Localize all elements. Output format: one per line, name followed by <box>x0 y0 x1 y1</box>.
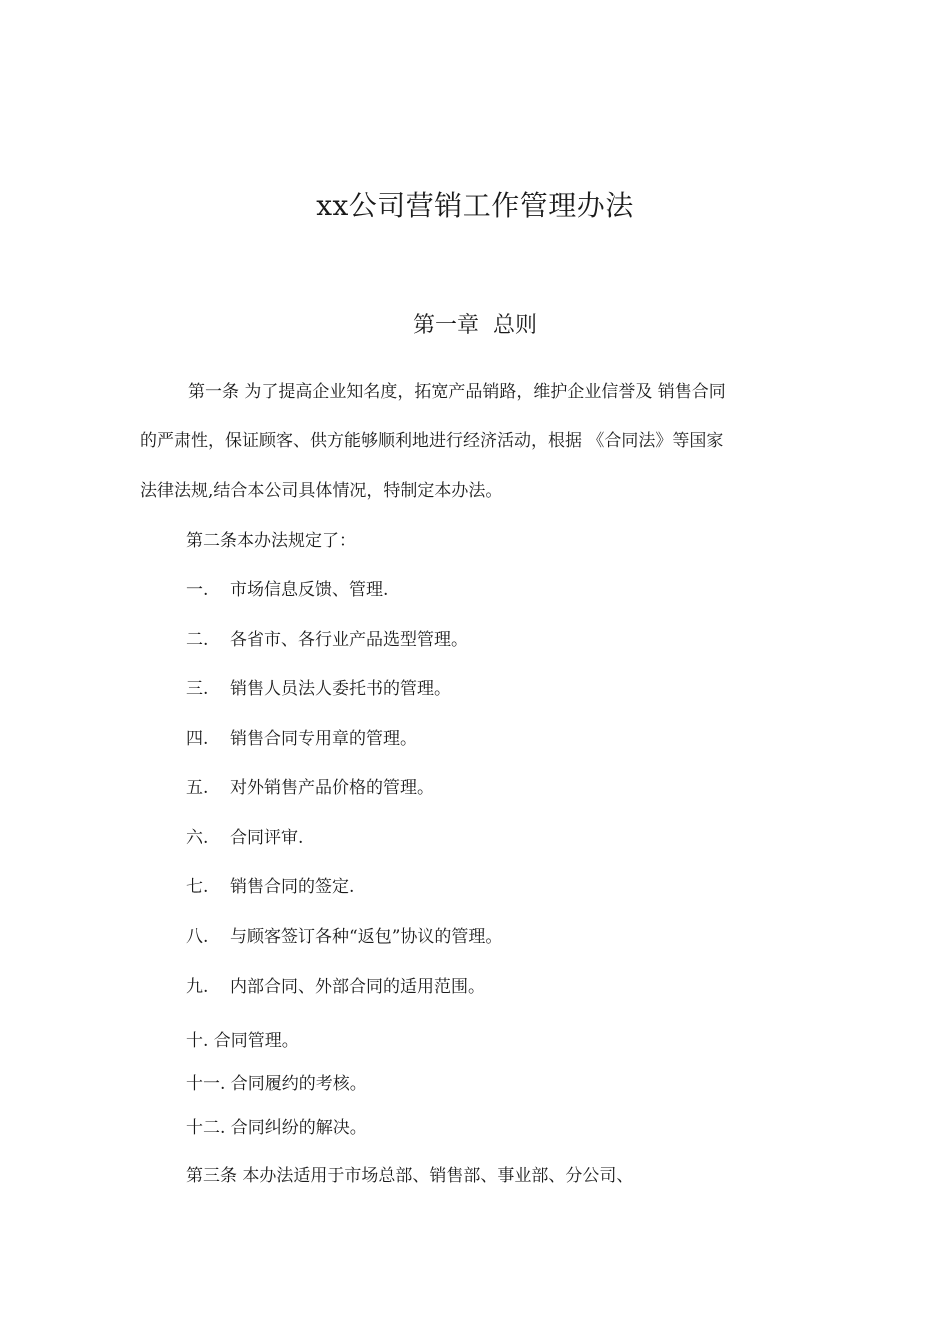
list-item-number: 七. <box>186 877 209 897</box>
list-item-text: 与顾客签订各种“返包”协议的管理。 <box>230 927 503 947</box>
list-item-compact: 十二. 合同纠纷的解决。 <box>186 1118 367 1138</box>
list-item-text: 对外销售产品价格的管理。 <box>230 778 434 798</box>
list-item-text: 销售合同的签定. <box>230 877 355 897</box>
list-item-text: 销售合同专用章的管理。 <box>230 729 417 749</box>
list-item-number: 三. <box>186 679 209 699</box>
document-title: xx公司营销工作管理办法 <box>316 189 634 222</box>
article-1-line-3: 法律法规,结合本公司具体情况，特制定本办法。 <box>140 481 503 501</box>
list-item-number: 九. <box>186 977 209 997</box>
chapter-heading: 第一章 总则 <box>413 313 537 338</box>
list-item-number: 五. <box>186 778 209 798</box>
list-item-number: 六. <box>186 828 209 848</box>
list-item <box>186 875 354 900</box>
list-item <box>186 677 451 702</box>
list-item-text: 市场信息反馈、管理. <box>230 580 389 600</box>
article-2-intro: 第二条本办法规定了： <box>186 531 356 551</box>
list-item-compact: 十一. 合同履约的考核。 <box>186 1074 367 1094</box>
list-item-text: 各省市、各行业产品选型管理。 <box>230 630 468 650</box>
list-item-number: 四. <box>186 729 209 749</box>
list-item <box>186 925 502 950</box>
article-1-line-2: 的严肃性，保证顾客、供方能够顺利地进行经济活动，根据 《合同法》等国家 <box>140 431 724 451</box>
list-item-text: 销售人员法人委托书的管理。 <box>230 679 451 699</box>
list-item <box>186 727 417 752</box>
article-1-line-1: 第一条 为了提高企业知名度，拓宽产品销路，维护企业信誉及 销售合同 <box>188 382 726 402</box>
list-item-number: 一. <box>186 580 209 600</box>
list-item <box>186 776 434 801</box>
list-item-number: 八. <box>186 927 209 947</box>
list-item <box>186 826 303 851</box>
list-item-text: 合同评审. <box>230 828 304 848</box>
list-item-number: 二. <box>186 630 209 650</box>
list-item-compact: 十. 合同管理。 <box>186 1031 299 1051</box>
article-3: 第三条 本办法适用于市场总部、销售部、事业部、分公司、 <box>186 1166 634 1186</box>
list-item <box>186 578 388 603</box>
list-item <box>186 975 485 1000</box>
list-item-text: 内部合同、外部合同的适用范围。 <box>230 977 485 997</box>
list-item <box>186 628 468 653</box>
